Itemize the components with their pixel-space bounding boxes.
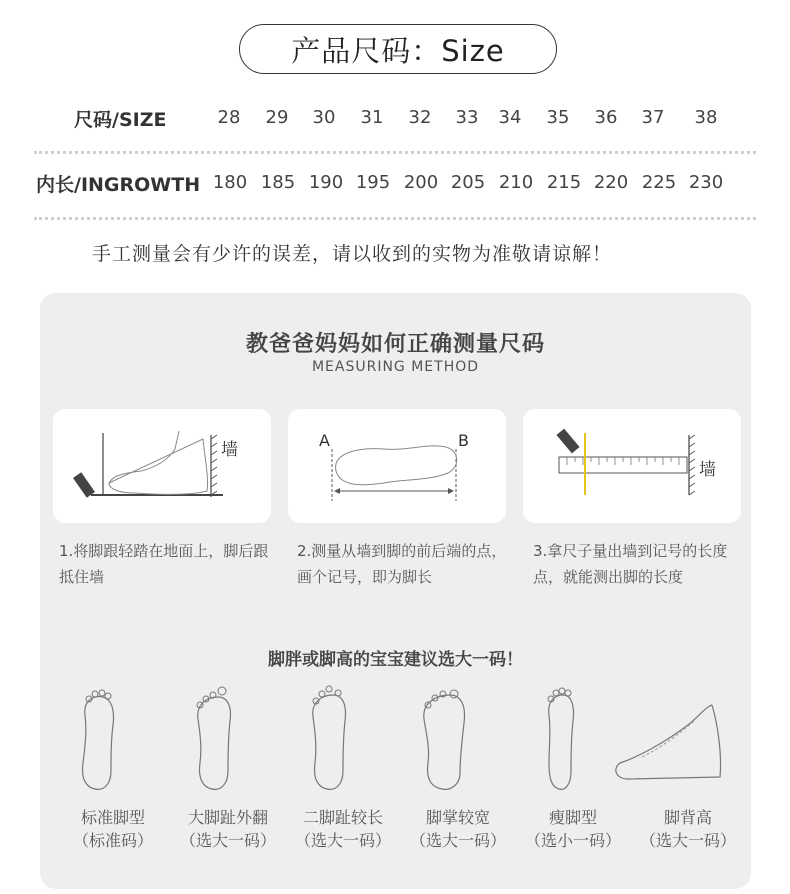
length-cell: 180 <box>212 172 248 193</box>
length-row <box>0 165 790 199</box>
divider <box>34 151 756 154</box>
size-row <box>0 100 790 134</box>
step-1-illustration <box>53 409 271 523</box>
length-cell: 220 <box>593 172 629 193</box>
size-cell: 29 <box>265 107 289 128</box>
foot-type-tip: （标准码） <box>72 831 153 850</box>
size-cell: 35 <box>546 107 570 128</box>
method-title: 教爸爸妈妈如何正确测量尺码 <box>245 332 545 357</box>
foot-type-tip: （选小一码） <box>524 831 621 850</box>
size-cell: 30 <box>312 107 336 128</box>
standard-foot-icon <box>63 685 163 795</box>
step-1-text: 1.将脚跟轻踏在地面上，脚后跟抵住墙 <box>59 542 269 586</box>
length-cell: 230 <box>688 172 724 193</box>
size-advice: 脚胖或脚高的宝宝建议选大一码！ <box>268 650 523 670</box>
length-cell: 225 <box>641 172 677 193</box>
high-instep-foot-icon <box>608 685 728 795</box>
foot-type-high-instep <box>628 806 748 852</box>
wide-foot-icon <box>408 685 508 795</box>
size-cell: 38 <box>694 107 718 128</box>
foot-type-name: 脚背高 <box>663 808 712 827</box>
foot-type-name: 大脚趾外翻 <box>187 808 268 827</box>
foot-type-bunion <box>168 806 288 852</box>
foot-type-tip: （选大一码） <box>639 831 736 850</box>
foot-type-wide <box>398 806 518 852</box>
foot-type-tip: （选大一码） <box>294 831 391 850</box>
foot-type-name: 标准脚型 <box>80 808 145 827</box>
length-cell: 210 <box>498 172 534 193</box>
wall-label: 墙 <box>699 460 716 480</box>
foot-type-standard <box>53 806 173 852</box>
page-title: 产品尺码：Size <box>239 24 557 74</box>
length-cell: 215 <box>546 172 582 193</box>
length-cell: 190 <box>308 172 344 193</box>
foot-type-tip: （选大一码） <box>409 831 506 850</box>
step-3-text: 3.拿尺子量出墙到记号的长度点，就能测出脚的长度 <box>533 542 728 586</box>
foot-type-name: 瘦脚型 <box>548 808 597 827</box>
size-cell: 36 <box>594 107 618 128</box>
long-second-toe-foot-icon <box>293 685 393 795</box>
method-subtitle: MEASURING METHOD <box>311 359 480 375</box>
point-b-label: B <box>458 431 469 450</box>
size-cell: 28 <box>217 107 241 128</box>
foot-type-long-second-toe <box>283 806 403 852</box>
step-2-text: 2.测量从墙到脚的前后端的点，画个记号，即为脚长 <box>297 542 507 586</box>
length-cell: 205 <box>450 172 486 193</box>
foot-outline-icon <box>288 409 506 523</box>
point-a-label: A <box>319 431 330 450</box>
foot-type-name: 二脚趾较长 <box>302 808 383 827</box>
foot-type-tip: （选大一码） <box>179 831 276 850</box>
bunion-foot-icon <box>178 685 278 795</box>
heel-against-wall-icon <box>53 409 271 523</box>
step-2-illustration <box>288 409 506 523</box>
wall-label: 墙 <box>221 440 238 460</box>
divider <box>34 217 756 220</box>
size-cell: 34 <box>498 107 522 128</box>
size-cell: 37 <box>641 107 665 128</box>
foot-type-name: 脚掌较宽 <box>425 808 490 827</box>
size-cell: 33 <box>455 107 479 128</box>
foot-type-slim <box>513 806 633 852</box>
size-cell: 31 <box>360 107 384 128</box>
length-cell: 185 <box>260 172 296 193</box>
size-cell: 32 <box>408 107 432 128</box>
disclaimer-text: 手工测量会有少许的误差，请以收到的实物为准敬请谅解！ <box>92 243 613 265</box>
length-cell: 200 <box>403 172 439 193</box>
size-label: 尺码/SIZE <box>74 109 167 131</box>
measuring-panel <box>40 293 751 889</box>
length-label: 内长/INGROWTH <box>36 174 201 196</box>
step-3-illustration <box>523 409 741 523</box>
length-cell: 195 <box>355 172 391 193</box>
